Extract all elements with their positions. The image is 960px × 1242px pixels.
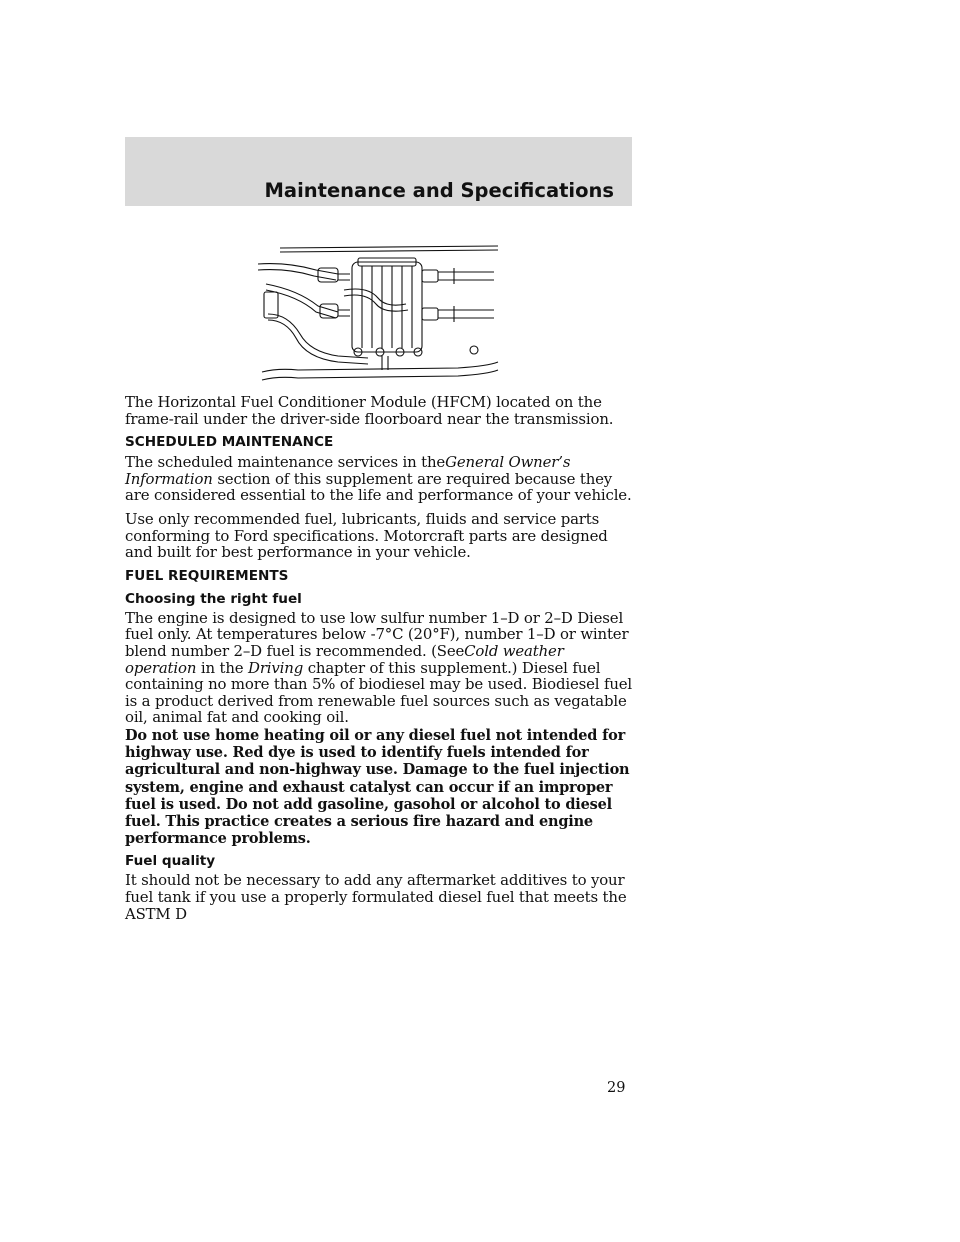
heading-scheduled-maintenance: SCHEDULED MAINTENANCE	[125, 434, 334, 451]
scheduled-text-2: section of this supplement are required because they are considered essential to the life and performance of your vehicle.	[125, 469, 632, 505]
fuel-quality-paragraph: It should not be necessary to add any aftermarket additives to your fuel tank if you use a properly formulated diesel fuel that meets the ASTM D	[125, 871, 627, 923]
heading-fuel-requirements: FUEL REQUIREMENTS	[125, 567, 289, 584]
recommended-parts-paragraph: Use only recommended fuel, lubricants, fluids and service parts conforming to Ford specifications. Motorcraft parts are designed and built for best performance in your vehicle.	[125, 509, 608, 562]
hfcm-paragraph: The Horizontal Fuel Conditioner Module (HFCM) located on the frame-rail under the driver-side floorboard near the transmission.	[125, 393, 614, 428]
fuel-warning: Do not use home heating oil or any diesel fuel not intended for highway use. Red dye is used to identify fuels intended for agricultural and non-highway use. Damage to the fuel injection system, engine and exhaust catalyst can occur if an improper fuel is used. Do not add gasoline, gasohol or alcohol to diesel fuel. This practice creates a serious fire hazard and engine performance problems.	[125, 726, 630, 848]
page-content	[125, 394, 637, 929]
scheduled-paragraph	[125, 454, 637, 504]
general-owners-information-ref: General Owner’s Information	[125, 453, 571, 488]
fuel-paragraph	[125, 610, 637, 726]
page-number: 29	[607, 1080, 626, 1096]
scheduled-text-1: The scheduled maintenance services in the	[125, 453, 446, 472]
fuel-text-1: The engine is designed to use low sulfur number 1–D or 2–D Diesel fuel only. At temperatures below -7°C (20°F), number 1–D or winter blend number 2–D fuel is recommended. (See	[125, 608, 629, 660]
section-title: Maintenance and Specifications	[264, 179, 614, 202]
section-header	[125, 137, 632, 206]
fuel-text-2: in the	[200, 658, 244, 677]
driving-ref: Driving	[248, 658, 304, 677]
fuel-text-3: chapter of this supplement.) Diesel fuel containing no more than 5% of biodiesel may be used. Biodiesel fuel is a product derived from renewable fuel sources such as vegatable oil, animal fat and cooking oil.	[125, 658, 633, 727]
heading-fuel-quality: Fuel quality	[125, 853, 216, 870]
fuel-conditioner-module-icon	[258, 244, 500, 384]
cold-weather-operation-ref: Cold weather operation	[125, 641, 564, 677]
heading-choosing-fuel: Choosing the right fuel	[125, 590, 302, 607]
